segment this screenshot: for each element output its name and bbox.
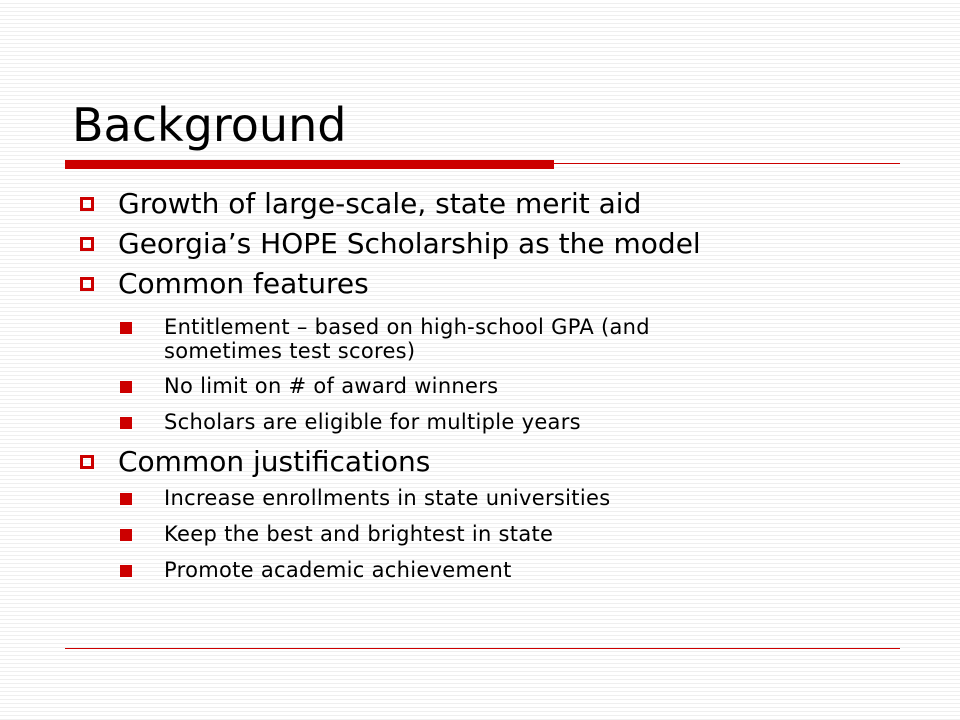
sub-bullet-text-line2: sometimes test scores) <box>164 339 416 363</box>
sub-bullet-text: Promote academic achievement <box>164 558 512 582</box>
filled-square-bullet-icon <box>120 322 132 334</box>
sub-bullet-text: Keep the best and brightest in state <box>164 522 554 546</box>
hollow-square-bullet-icon <box>80 197 94 211</box>
filled-square-bullet-icon <box>120 493 132 505</box>
bullet-text: Growth of large-scale, state merit aid <box>118 187 642 220</box>
sub-bullet-text: No limit on # of award winners <box>164 374 499 398</box>
sub-bullet-text: Scholars are eligible for multiple years <box>164 410 581 434</box>
filled-square-bullet-icon <box>120 381 132 393</box>
bullet-text: Georgia’s HOPE Scholarship as the model <box>118 227 701 260</box>
hollow-square-bullet-icon <box>80 237 94 251</box>
sub-bullet-text-line1: Entitlement – based on high-school GPA (and <box>164 315 650 339</box>
hollow-square-bullet-icon <box>80 455 94 469</box>
filled-square-bullet-icon <box>120 417 132 429</box>
filled-square-bullet-icon <box>120 529 132 541</box>
bullet-text: Common features <box>118 267 369 300</box>
hollow-square-bullet-icon <box>80 277 94 291</box>
slide-title: Background <box>72 98 347 152</box>
filled-square-bullet-icon <box>120 565 132 577</box>
footer-rule <box>65 648 900 649</box>
sub-bullet-text: Increase enrollments in state universities <box>164 486 611 510</box>
bullet-text: Common justifications <box>118 445 431 478</box>
